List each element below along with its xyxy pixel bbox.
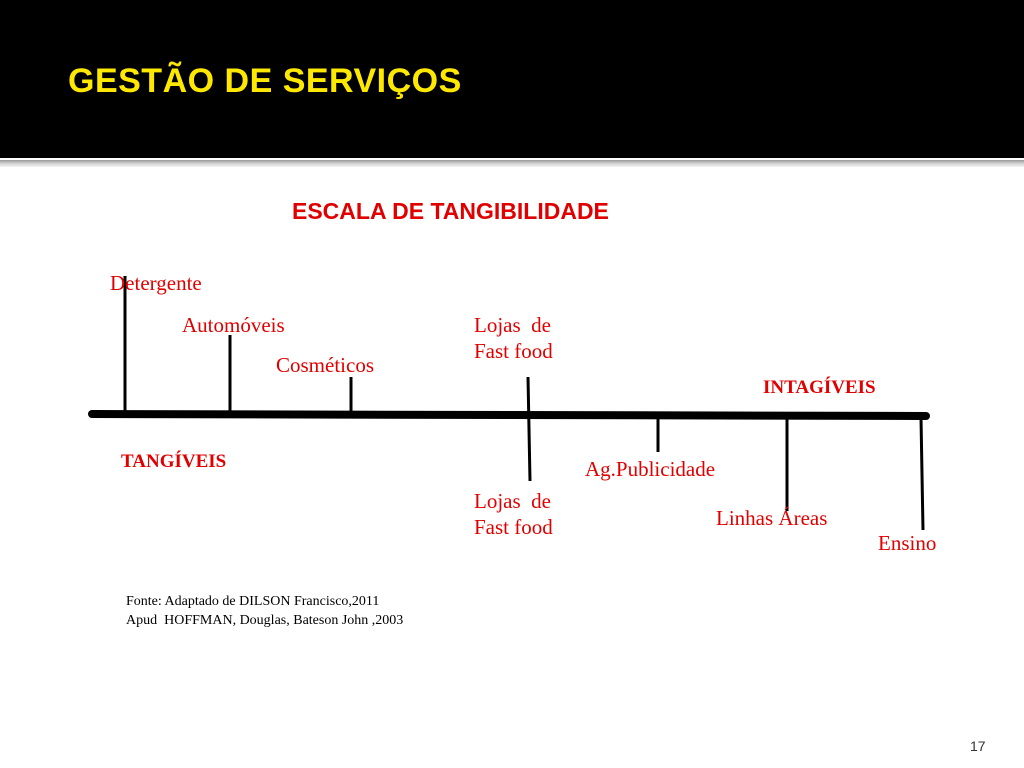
label-fast-food-above: Lojas de Fast food — [474, 313, 553, 363]
label-ensino: Ensino — [878, 531, 937, 555]
label-ag-publicidade: Ag.Publicidade — [585, 457, 716, 481]
label-automoveis: Automóveis — [182, 313, 285, 337]
label-linhas-areas: Linhas Áreas — [716, 506, 828, 530]
slide-title: GESTÃO DE SERVIÇOS — [68, 62, 462, 100]
tick-ensino — [921, 418, 923, 530]
label-fast-food-below: Lojas de Fast food — [474, 489, 553, 539]
page-number: 17 — [970, 738, 986, 754]
scale-axis-line — [92, 414, 926, 416]
source-line-2: Apud HOFFMAN, Douglas, Bateson John ,2003 — [126, 612, 404, 628]
label-intangiveis: INTAGÍVEIS — [763, 377, 876, 398]
scale-title: ESCALA DE TANGIBILIDADE — [292, 198, 609, 224]
source-line-1: Fonte: Adaptado de DILSON Francisco,2011 — [126, 594, 380, 609]
source-citation — [126, 593, 403, 631]
tick-fast-food — [528, 377, 530, 481]
label-tangiveis: TANGÍVEIS — [121, 451, 227, 472]
label-detergente: Detergente — [110, 271, 202, 295]
label-cosmeticos: Cosméticos — [276, 353, 374, 377]
